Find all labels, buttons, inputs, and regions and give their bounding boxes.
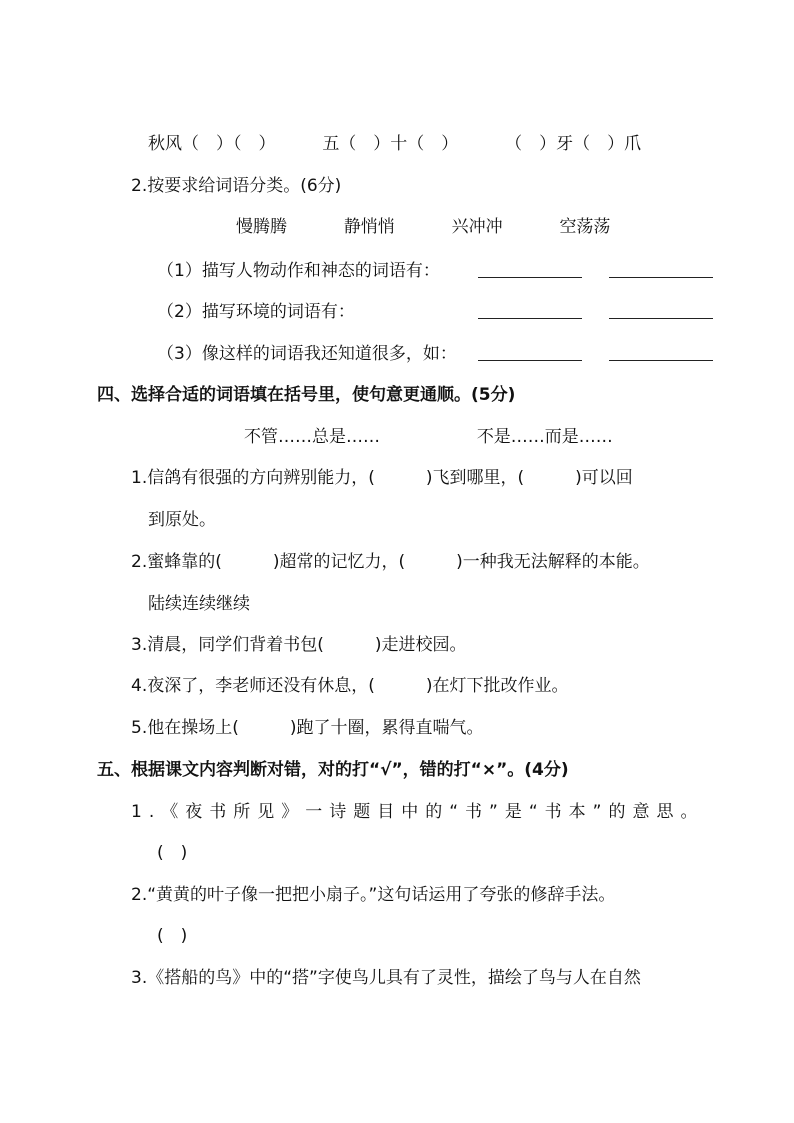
sentence-5: 5.他在操场上( )跑了十圈，累得直喘气。	[131, 718, 484, 738]
word-item: 静悄悄	[343, 217, 395, 237]
judgment-2: 2.“黄黄的叶子像一把把小扇子。”这句话运用了夸张的修辞手法。	[131, 885, 616, 905]
conjunction-options	[244, 426, 613, 448]
question-2-sub-2: （2）描写环境的词语有：	[157, 302, 355, 322]
judgment-2-bracket[interactable]: ( )	[157, 926, 188, 946]
sentence-3: 3.清晨，同学们背着书包( )走进校园。	[131, 635, 467, 655]
word-item: 慢腾腾	[236, 217, 287, 237]
idiom-autumn-wind: 秋风（ ）（ ）	[148, 134, 276, 154]
word-item: 兴冲冲	[451, 217, 503, 237]
judgment-1: 1.《夜书所见》一诗题目中的“书”是“书本”的意思。	[131, 802, 705, 822]
judgment-1-bracket[interactable]: ( )	[157, 843, 188, 863]
question-2-sub-1: （1）描写人物动作和神态的词语有：	[157, 261, 440, 281]
sentence-1: 1.信鸽有很强的方向辨别能力，( )飞到哪里，( )可以回	[131, 468, 633, 488]
sentence-1-continued: 到原处。	[148, 510, 216, 530]
answer-blank[interactable]	[478, 302, 582, 319]
idiom-five-ten: 五（ ）十（ ）	[322, 134, 459, 154]
question-2-sub-3: （3）像这样的词语我还知道很多，如：	[157, 344, 457, 364]
idiom-row	[148, 133, 641, 155]
word-options: 陆续连续继续	[148, 594, 250, 614]
answer-blank[interactable]	[478, 261, 582, 278]
answer-blank[interactable]	[478, 344, 582, 361]
question-2-title: 2.按要求给词语分类。(6分)	[131, 176, 342, 196]
conjunction-option: 不管……总是……	[244, 427, 380, 447]
answer-blank[interactable]	[609, 344, 713, 361]
word-list	[236, 216, 610, 238]
section-5-title: 五、根据课文内容判断对错，对的打“√”，错的打“×”。(4分)	[97, 760, 569, 780]
judgment-3: 3.《搭船的鸟》中的“搭”字使鸟儿具有了灵性，描绘了鸟与人在自然	[131, 968, 641, 988]
word-item: 空荡荡	[559, 217, 611, 237]
sentence-4: 4.夜深了，李老师还没有休息，( )在灯下批改作业。	[131, 676, 569, 696]
idiom-teeth-claws: （ ）牙（ ）爪	[505, 134, 642, 154]
answer-blank[interactable]	[609, 261, 713, 278]
conjunction-option: 不是……而是……	[476, 427, 613, 447]
sentence-2: 2.蜜蜂靠的( )超常的记忆力，( )一种我无法解释的本能。	[131, 552, 650, 572]
answer-blank[interactable]	[609, 302, 713, 319]
section-4-title: 四、选择合适的词语填在括号里，使句意更通顺。(5分)	[97, 385, 516, 405]
